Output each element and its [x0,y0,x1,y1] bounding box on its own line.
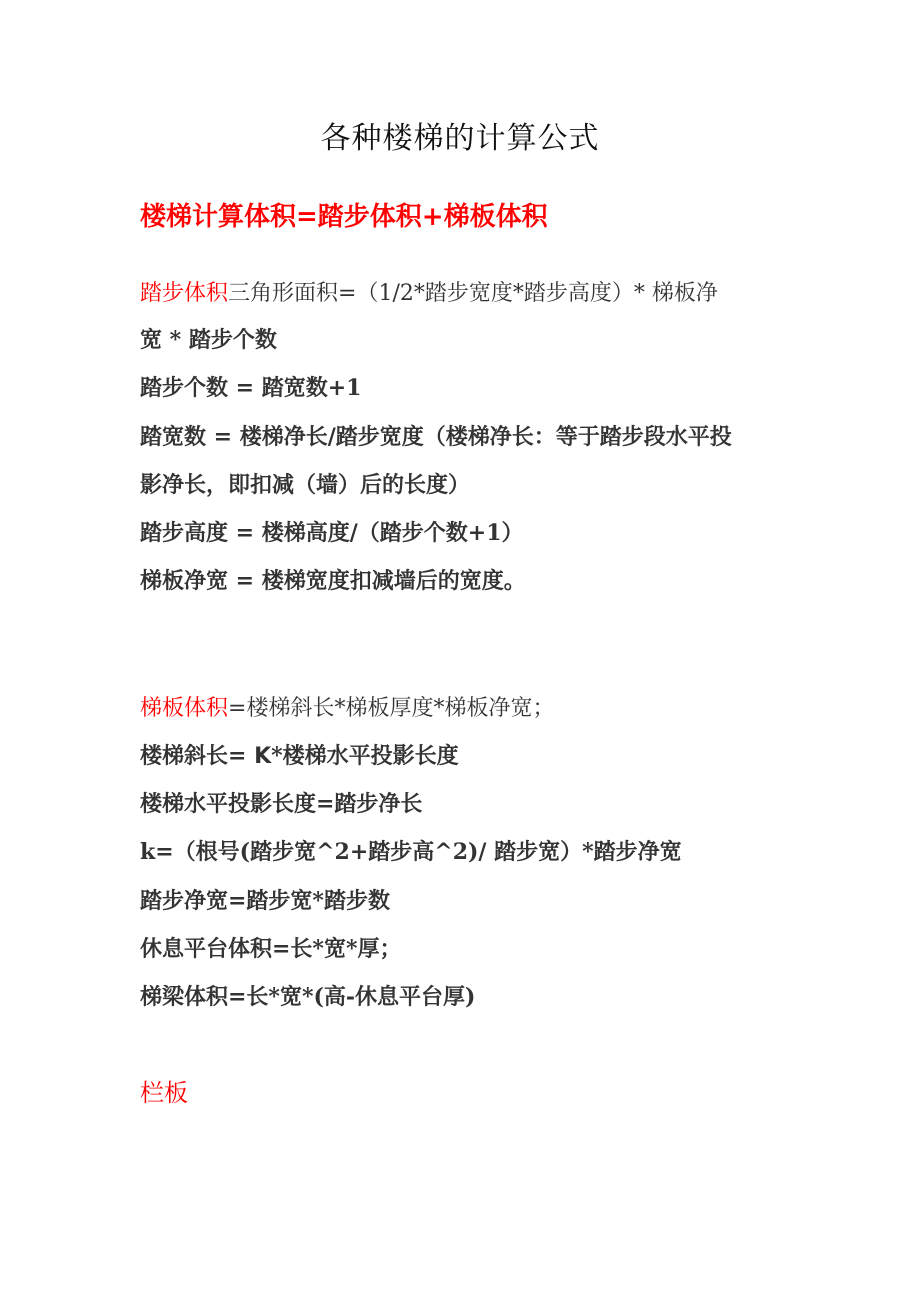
tread-count-line: 踏步个数 = 踏宽数+1 [140,375,362,401]
slab-volume-formula: =楼梯斜长*梯板厚度*梯板净宽； [228,696,555,721]
tread-height-line: 踏步高度 = 楼梯高度/（踏步个数+1） [140,520,524,546]
stair-slope-length-k: K [254,744,272,769]
tread-net-width-line: 踏步净宽=踏步宽*踏步数 [140,888,390,914]
tread-volume-line-2: 宽 * 踏步个数 [140,327,277,353]
page-title: 各种楼梯的计算公式 [320,121,600,156]
railing-label: 栏板 [140,1079,188,1107]
slab-net-width-line: 梯板净宽 = 楼梯宽度扣减墙后的宽度。 [140,568,526,594]
tread-width-count-line-cont: 影净长，即扣减（墙）后的长度） [140,472,471,498]
stair-slope-length-b: *楼梯水平投影长度 [271,743,459,769]
landing-volume-line: 休息平台体积=长*宽*厚； [140,936,402,962]
tread-volume-formula: 三角形面积=（1/2*踏步宽度*踏步高度）* 梯板净 [228,281,718,306]
slab-volume-label: 梯板体积 [140,696,229,721]
stair-slope-length-a: 楼梯斜长= [140,743,255,769]
stair-slope-length-line [140,741,459,772]
stair-beam-volume-line: 梯梁体积=长*宽*(高-休息平台厚) [140,984,476,1010]
tread-width-count-line: 踏宽数 = 楼梯净长/踏步宽度（楼梯净长：等于踏步段水平投 [140,424,732,450]
slab-volume-line [140,693,554,724]
tread-volume-label: 踏步体积 [140,281,229,306]
horizontal-projection-line: 楼梯水平投影长度=踏步净长 [140,791,423,817]
main-formula-heading: 楼梯计算体积=踏步体积+梯板体积 [140,202,548,232]
k-formula-line: k=（根号(踏步宽^2+踏步高^2)/ 踏步宽）*踏步净宽 [140,839,682,865]
tread-volume-line-1 [140,278,718,309]
